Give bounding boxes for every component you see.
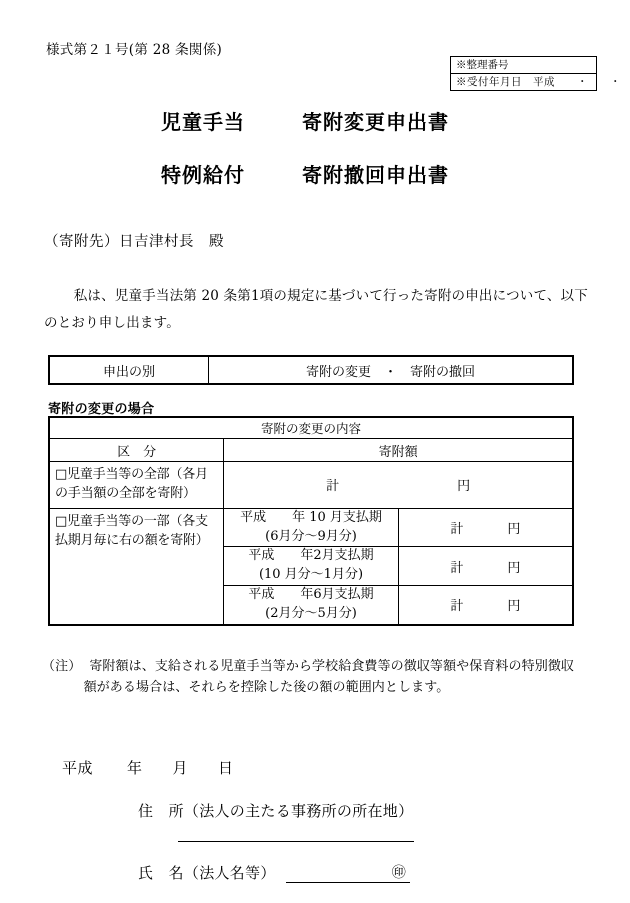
table-column-header-row <box>49 439 573 462</box>
amount-inner <box>224 475 572 494</box>
payment-term-sub-1: (6月分～9月分) <box>265 528 357 544</box>
total-label: 計 <box>326 479 340 495</box>
signature-date-line[interactable] <box>62 757 234 778</box>
kubun-cell-partial[interactable]: □児童手当等の一部（各支払期月毎に右の額を寄附） <box>49 508 224 625</box>
title-block <box>0 106 630 188</box>
total-label: 計 <box>450 522 464 538</box>
kind-label-cell: 申出の別 <box>49 356 209 384</box>
table-row <box>49 356 573 384</box>
title-line-2 <box>0 159 630 188</box>
reception-date-row: ※受付年月日 平成 ・ ・ <box>451 73 596 90</box>
title-line-1 <box>0 106 630 135</box>
address-label: 住 所（法人の主たる事務所の所在地） <box>138 802 414 820</box>
title-2-right: 寄附撤回申出書 <box>302 163 449 187</box>
official-use-box <box>450 56 621 91</box>
total-label: 計 <box>450 560 464 576</box>
payment-term-cell-3 <box>224 586 399 625</box>
payment-term-main-2: 平成 年2月支払期 <box>248 548 374 564</box>
footnote-line-1: 寄附額は、支給される児童手当等から学校給食費等の徴収等額や保育料の特別徴収 <box>89 659 575 674</box>
addressee-line: （寄附先）日吉津村長 殿 <box>44 234 224 250</box>
reference-number-row: ※整理番号 <box>456 59 509 71</box>
payment-term-sub-2: (10 月分～1月分) <box>258 567 364 583</box>
amount-cell-term-1[interactable] <box>398 508 573 547</box>
footnote-line-2: 額がある場合は、それらを控除した後の額の範囲内とします。 <box>83 680 450 696</box>
month-label: 月 <box>172 759 189 777</box>
footnote <box>42 656 602 699</box>
amount-inner <box>399 595 572 614</box>
footnote-marker: （注） <box>42 659 82 674</box>
section-label: 寄附の変更の場合 <box>48 402 155 417</box>
column-header-kubun: 区 分 <box>49 439 224 462</box>
currency-unit: 円 <box>507 599 521 615</box>
name-row <box>138 862 406 883</box>
currency-unit: 円 <box>457 479 471 495</box>
amount-inner <box>399 518 572 537</box>
form-number: 様式第２１号(第 28 条関係) <box>46 42 223 58</box>
payment-term-cell-2 <box>224 547 399 586</box>
main-table-title: 寄附の変更の内容 <box>49 417 573 439</box>
day-label: 日 <box>218 759 234 777</box>
title-1-left: 児童手当 <box>161 110 245 134</box>
kind-options-cell[interactable]: 寄附の変更 ・ 寄附の撤回 <box>209 356 574 384</box>
amount-cell-term-2[interactable] <box>398 547 573 586</box>
name-label: 氏 名（法人名等） <box>138 864 276 882</box>
amount-cell-term-3[interactable] <box>398 586 573 625</box>
address-write-line[interactable] <box>178 841 414 842</box>
title-2-left: 特例給付 <box>161 163 245 187</box>
body-paragraph: 私は、児童手当法第 20 条第1項の規定に基づいて行った寄附の申出について、以下のとおり申し出ます。 <box>44 288 588 331</box>
table-row-full-donation <box>49 462 573 509</box>
column-header-amount: 寄附額 <box>224 439 573 462</box>
total-label: 計 <box>450 599 464 615</box>
title-1-right: 寄附変更申出書 <box>302 110 449 134</box>
amount-inner <box>399 557 572 576</box>
donation-change-table <box>48 416 574 626</box>
payment-term-main-3: 平成 年6月支払期 <box>248 587 374 603</box>
seal-icon: ㊞ <box>391 865 407 881</box>
amount-cell-full[interactable] <box>224 462 573 509</box>
kubun-cell-full[interactable]: □児童手当等の全部（各月の手当額の全部を寄附） <box>49 462 224 509</box>
year-label: 年 <box>127 759 143 777</box>
payment-term-main-1: 平成 年 10 月支払期 <box>240 509 382 525</box>
payment-term-sub-3: (2月分～5月分) <box>265 605 357 621</box>
era-label: 平成 <box>62 759 94 777</box>
table-row-partial-donation-1 <box>49 508 573 547</box>
payment-term-cell-1 <box>224 508 399 547</box>
currency-unit: 円 <box>507 522 521 538</box>
table-header-row <box>49 417 573 439</box>
currency-unit: 円 <box>507 560 521 576</box>
application-kind-table <box>48 355 574 385</box>
